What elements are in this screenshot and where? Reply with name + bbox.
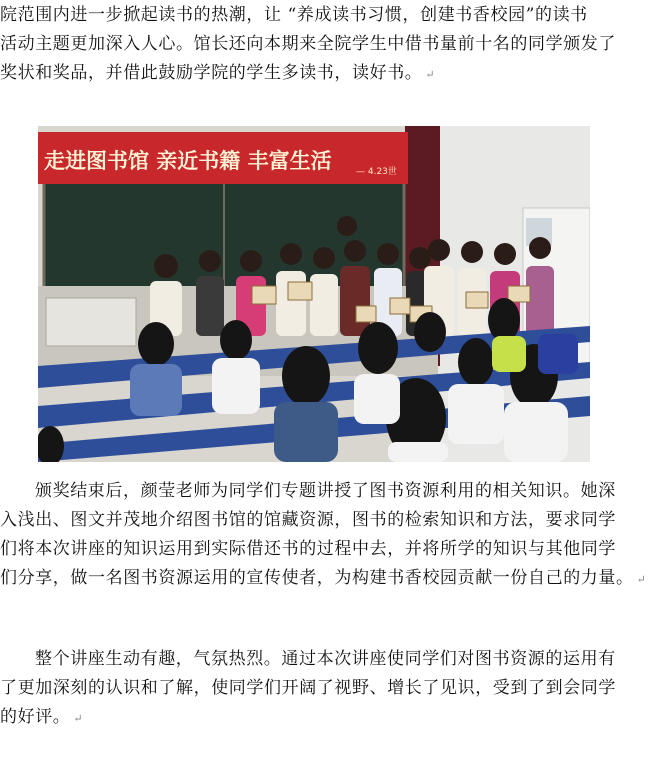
photo-illustration [38, 126, 590, 462]
banner-text: 走进图书馆 亲近书籍 丰富生活 [44, 149, 332, 173]
paragraph-line: 整个讲座生动有趣，气氛热烈。通过本次讲座使同学们对图书资源的运用有 [35, 649, 616, 669]
paragraph-line: 们分享，做一名图书资源运用的宣传使者，为构建书香校园贡献一份自己的力量。 ↵ [0, 568, 647, 588]
paragraph-line: 了更加深刻的认识和了解，使同学们开阔了视野、增长了见识，受到了到会同学 [0, 678, 616, 698]
paragraph-line: 的好评。 ↵ [0, 707, 84, 727]
paragraph-1 [0, 1, 657, 89]
paragraph-line: 活动主题更加深入人心。馆长还向本期来全院学生中借书量前十名的同学颁发了 [0, 34, 616, 54]
paragraph-line: 奖状和奖品，并借此鼓励学院的学生多读书，读好书。 ↵ [0, 63, 436, 83]
paragraph-3 [0, 645, 657, 733]
paragraph-line: 院范围内进一步掀起读书的热潮，让 “养成读书习惯，创建书香校园”的读书 [0, 5, 588, 25]
paragraph-mark-icon: ↵ [73, 712, 84, 725]
banner-date: — 4.23世 [356, 167, 397, 177]
paragraph-line: 入浅出、图文并茂地介绍图书馆的馆藏资源，图书的检索知识和方法，要求同学 [0, 510, 616, 530]
paragraph-2 [0, 477, 657, 594]
paragraph-mark-icon: ↵ [636, 573, 647, 586]
award-ceremony-photo [38, 126, 590, 462]
paragraph-line: 们将本次讲座的知识运用到实际借还书的过程中去，并将所学的知识与其他同学 [0, 539, 616, 559]
paragraph-mark-icon: ↵ [425, 68, 436, 81]
paragraph-line: 颁奖结束后，颜莹老师为同学们专题讲授了图书资源利用的相关知识。她深 [35, 481, 616, 501]
